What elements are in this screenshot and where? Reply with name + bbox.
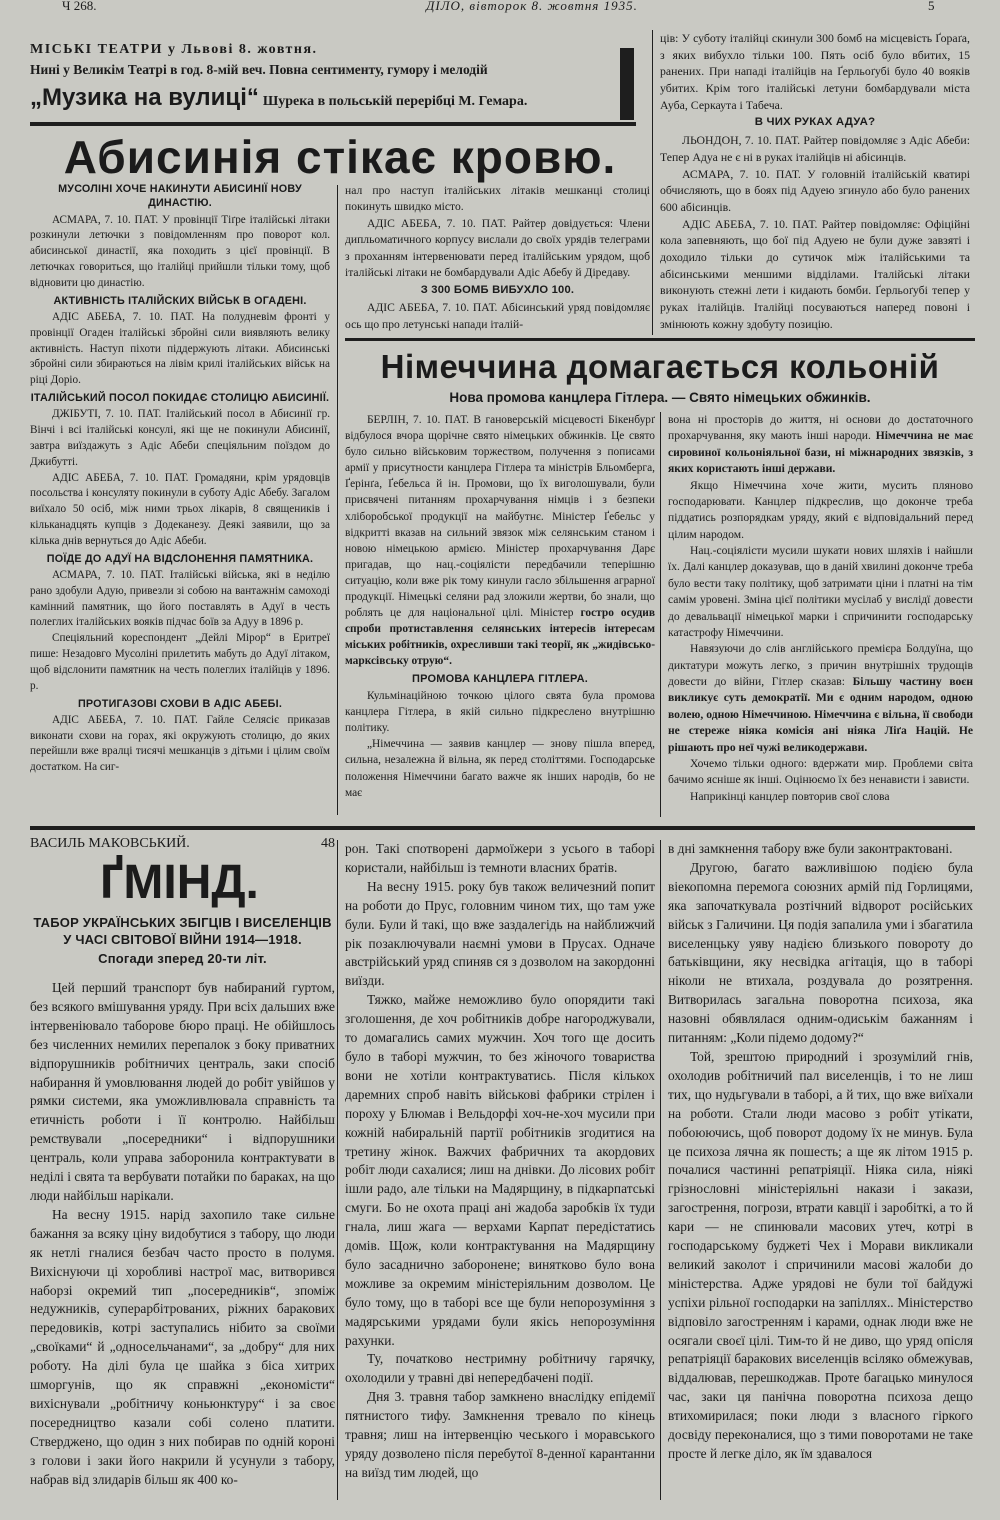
top-right-paragraph: ЛЬОНДОН, 7. 10. ПАТ. Райтер повідомляє з Адіс Абеби: Тепер Адуа не є ні в руках італійців ні абісинців.: [660, 133, 970, 165]
article-paragraph: АСМАРА, 7. 10. ПАТ. Італійські війська, які в неділю рано здобули Адую, привезли зі собою на вантажнім самоході камінний памятник, що його поставлять в Адуї в честь полеглих італійських вояків підчас боїв за Адуу в 1896 р.: [30, 569, 330, 629]
top-right-column: [660, 30, 970, 332]
germany-column-2: [668, 412, 973, 805]
article-paragraph: Тяжко, майже неможливо було опорядити такі зголошення, де хоч робітників добре нагороджували, то домагались самих мужчин. Хоч того ще досить було в таборі мужчин, то без жіночого товариства вони не хотіли контрактуватись. Після кількох даремних спроб навіть військові фабрики стрілен і пороху у Блюмав і Вельдорфі хоч-не-хоч мусили при кожній набиральній партії робітників згодитися на третину жінок. Важчих фабричних та акордових робіт люди сахалися; лиш на днівки. До лісових робіт ішли радо, але тільки на Мадярщину, в підкарпатські смуги. Бо не охота праці ані жадоба заробків їх туди гнала, лиш жага — верхами Карпат передістатись домів. Щож, коли контрактування на Мадярщину було засаднично заборонене; винятково було вона можливе за окремим міністеріяльним дозволом. Це було тому, що в таборі все ще були непорозуміння з мадярськими урядами були якісь непорозуміння рахунки.: [345, 992, 655, 1348]
article-paragraph: Наприкінці канцлер повторив свої слова: [690, 789, 890, 803]
column-divider: [337, 840, 338, 1500]
article-text: Навязуючи до слів англійського премієра Болдуїна, що диктатури можуть легко, з причин внутрішніх трудощів довести до війни, Гітлер сказав:: [668, 642, 973, 688]
article-bold-text: гостро осудив спроби протиставлення селянських інтересів інтересам міських робітників, охресливши такі теорії, як „жидівсько-марксівську отрую“.: [345, 607, 655, 668]
gmind-column-3: [668, 840, 973, 1464]
gmind-subtitle: ТАБОР УКРАЇНСЬКИХ ЗБІГЦІВ І ВИСЕЛЕНЦІВ У ЧАСІ СВІТОВОЇ ВІЙНИ 1914—1918.: [33, 915, 332, 947]
theatre-line: Нині у Великім Театрі в год. 8-мій веч. Повна сентименту, гумору і мелодій: [30, 62, 488, 77]
theatre-heading: МІСЬКІ ТЕАТРИ у Львові 8. жовтня.: [30, 42, 318, 57]
installment-number: 48: [321, 836, 335, 851]
article-paragraph: „Німеччина — заявив канцлер — знову пішла вперед, сильна, незалежна й вільна, як перед століттями. Господарське положення Німеччини багато важче як інших народів, бо не має: [345, 738, 655, 799]
article-paragraph: Хочемо тільки одного: вдержати мир. Проблеми світа бачимо ясніше як інші. Оцінюємо їх без ненависти і зависти.: [668, 756, 973, 787]
article-paragraph: в дні замкнення табору вже були законтрактовані.: [668, 841, 953, 856]
theatre-notice: [30, 42, 630, 112]
page-header: [62, 0, 942, 16]
section-heading: АКТИВНІСТЬ ІТАЛІЙСКИХ ВІЙСЬК В ОГАДЕНІ.: [53, 294, 307, 307]
gmind-column-1: [30, 836, 335, 1489]
top-right-paragraph: АДІС АБЕБА, 7. 10. ПАТ. Райтер повідомляє: Офіційні кола запевняють, що бої під Адуею не були дуже завзяті і доходило тільки до сутичок між італійськими та абісинськими меншими відділами. Італійські літаки виконують стежні лети і кидають бомби. Ґерльоґубі тепер у руках італійців. Італійці посуваються наперед повоні і змінюють кожну здобуту позицію.: [660, 216, 970, 331]
article-paragraph: нал про наступ італійських літаків мешканці столиці покинуть швидко місто.: [345, 184, 650, 214]
article-bold-text: Німеччина не має сировиної кольоніяльної бази, ні міжнародних звязків, з яких користають інші держави.: [668, 429, 973, 476]
play-title: „Музика на вулиці“: [30, 84, 259, 111]
article-paragraph: АДІС АБЕБА, 7. 10. ПАТ. Абісинський уряд повідомляє ось що про летунські напади італій-: [345, 301, 650, 331]
article-paragraph: АДІС АБЕБА, 7. 10. ПАТ. Громадяни, крім урядовців посольства і консуляту покинули в суботу Адіс Абебу. Загалом виїхало 50 осіб, між ними трьох лікарів, 8 священиків і кільканадцять купців з Додеканезу. Деякі заявили, що за кілька днів вернуться до Адіс Абеби.: [30, 471, 330, 547]
article-paragraph: Нац.-соціялісти мусили шукати нових шляхів і найшли їх. Далі канцлер доказував, що в даній хвилині доконче треба було вести таку політику, щоб затримати ціни і платні на тім самім уровені. Зміна цієї політики мусілаб у вислідї довести до девальвації німецької марки і спричинити господарську катастрофу Німеччини.: [668, 544, 973, 639]
article-paragraph: Дня 3. травня табор замкнено внаслідку епідемії пятнистого тифу. Замкнення тревало по кінець травня; лиш на інтервенцію чеського і моравського уряду дозволено після перебутої 8-денної карантанни на виїзд тим людей, що: [345, 1389, 655, 1480]
article-paragraph: Другою, багато важливішою подією була віекопомна перемога союзних армій під Горлицями, яка започаткувала розтічний відворот російських військ з Галичини. Ця подія запалила уми і збагатила виселенцьку уяву надією близького повороту до батьківщини, яку несвідка агітація, що в таборі ніколи не втихала, роздувала до розятрення. Витворилась загальна поворотна психоза, яка назовні обявлялася одним-одиськім бажанням і питанням: „Коли підемо додому?“: [668, 859, 973, 1046]
germany-subtitle: Нова промова канцлера Гітлера. — Свято німецьких обжинків.: [449, 390, 871, 405]
article-paragraph: [668, 412, 973, 478]
germany-column-1: [345, 412, 655, 801]
theatre-box-border: [620, 48, 634, 120]
article-paragraph: [668, 641, 973, 756]
column-divider: [660, 840, 661, 1500]
theatre-rule: [30, 122, 636, 126]
article-paragraph: АДІС АБЕБА, 7. 10. ПАТ. Райтер довідується: Члени дипльоматичного корпусу вислали до своїх урядів телеграми з проханням інтервенювати перед італійським урядом, щоб італійські літаки не бомбардували Адіс Абебу й Діредаву.: [345, 216, 650, 279]
page-number-left: Ч 268.: [62, 0, 97, 13]
article-paragraph: рон. Такі спотворені дармоїжери з усього в таборі користали, найбільш із темноти власних братів.: [345, 841, 655, 875]
article-paragraph: Цей перший транспорт був набираний гуртом, без всякого вмішування уряду. При всіх дальших вже інтервеніювало таборове бюро праці. Не обійшлось без численних немилих перепалок з боку приватних відпорушників робітничих централь, заки спосіб набирання й умовлювання людей до робіт увійшов у рямки системи, яка уможливлювала справність та етичність роботи і її контролю. Найбільш ремствували „посередники“ і відпорушники централь, коли управа заборонила контрактувати в неділі і свята та вербувати потайки по бараках, на що люди найбільш нарікали.: [30, 980, 335, 1203]
section-heading: ІТАЛІЙСЬКИЙ ПОСОЛ ПОКИДАЄ СТОЛИЦЮ АБИСИНІЇ.: [30, 392, 330, 405]
article-paragraph: АДІС АБЕБА, 7. 10. ПАТ. На полудневім фронті у провінції Огаден італійські збройні сили виявляють велику активність. Наступ піхоти піддержують літаки. Абисинські збройні сили збираються на лівім крилі італійських військ на ріці Доріо.: [30, 311, 330, 387]
abyssinia-title: Абисинія стікає кровю.: [63, 131, 617, 183]
gmind-subtitle-2: Спогади зперед 20-ти літ.: [98, 951, 267, 966]
section-heading: З 300 БОМБ ВИБУХЛО 100.: [420, 284, 575, 297]
article-paragraph: Кульмінаційною точкою цілого свята була промова канцлера Гітлера, в якій сильно підкреслено внутрішню політику.: [345, 690, 655, 735]
section-heading: ПОЇДЕ ДО АДУЇ НА ВІДСЛОНЕННЯ ПАМЯТНИКА.: [46, 552, 314, 565]
feuilleton-rule: [30, 826, 975, 830]
issue-date-line: ДІЛО, вівторок 8. жовтня 1935.: [426, 0, 638, 13]
page-number-right: 5: [928, 0, 935, 13]
gmind-title: ҐМІНД.: [100, 856, 259, 909]
article-paragraph: ДЖІБУТІ, 7. 10. ПАТ. Італійський посол в Абисинії гр. Вінчі і всі італійські консулі, які ще не покинули Абисинії, завтра виїздажуть з Адіс Абеби спеціяльним поїздом до Джибутті.: [30, 408, 330, 468]
top-right-paragraph: ців: У суботу італійці скинули 300 бомб на місцевість Ґораґа, з яких вибухло тільки 100. Пять осіб було вбитих, 15 ранених. При нападі італійців на Ґерльоґубі було 40 вояків убитих. Крім того італійські летуни бомбардували міста Ауба, Серкаута і Табеча.: [660, 31, 970, 112]
article-paragraph: На весну 1915. нарід захопило таке сильне бажання за всяку ціну видобутися з табору, що люди як нетлі гналися безбач часто просто в полумя. Вихіснуючи ці хоробливі настрої мас, витворився наборзі окремий тип „посередників“, зпоміж недужників, суперарбітрованих, ріжних баракових передовиків, котрі заступались нібито за своїми „своїками“ й „односельчанами“, за „добру“ для них роботу. На ділі була це шайка з біса хитрих шморгунів, що як справжні „економісти“ вихіснували „робітничу коньюнктуру“ і за своє посередництво казали собі солено платити. Стверджено, що один з них побирав по одній короні з голови і заки його накрили й усунули з табору, набрав від злидарів більш як 400 ко-: [30, 1206, 335, 1487]
article-paragraph: Той, зрештою природний і зрозумілий гнів, охолодив робітничий пал виселенців, і то не лиш тих, що нудьгували в таборі, а й тих, що вже виїхали на роботи. Стали люди масово з робіт утікати, побоюючись, щоб поворот додому їх не минув. Була це психоза лячна як пошесть; а ще як літом 1915 р. почалися частинні репатріяції. Ніяка сила, ніякі грізнословні міністеріяльні накази і закази, загострення, погрози, втрати кавції і заробіткі, а то й кари — не спинювали масових утеч, котрі в господарському буджеті Чех і Морави викликали великий заколот і спричинили масові жалоби до міністерства. Адже урядові не були тої байдужі успіхи рільної господарки на запіллях.. Міністерство відповіло загостренням і карами, однак люди вже не осягали своєї цілі. Тим-то й не диво, що уряд опісля репатріяції баракових виселенців всіляко обмежував, віддалював, перешкоджав. Проте багацько минулося час, заки ця панічна поворотна психоза дещо втихомирилася; поки люди з власного гіркого досвіду переконалися, що з тими поворотами не таке просте й легке діло, як їм здавалося: [668, 1048, 973, 1461]
gmind-column-2: [345, 840, 655, 1483]
abyssinia-column-2: [345, 183, 650, 333]
article-paragraph: АДІС АБЕБА, 7. 10. ПАТ. Гайле Селясіє приказав виконати схови на горах, які окружують столицю, до яких перейшли вже вралці тисячі мешканців з дітьми і цілим своїм достатком. На сиг-: [30, 713, 330, 774]
article-paragraph: На весну 1915. року був також величезний попит на роботи до Прус, головним чином тих, що там уже були. Були й такі, що вже заздалегідь на найближчий рік позаключували наємні умови в Прусах. Одначе австрійський уряд спиняв ся з дозволом на закордонні виїзди.: [345, 878, 655, 989]
author-byline: ВАСИЛЬ МАКОВСЬКИЙ.: [30, 836, 190, 851]
abyssinia-column-1: [30, 180, 330, 776]
play-description: Шурека в польській перерібці М. Гемара.: [262, 94, 528, 109]
article-paragraph: Ту, початково нестримну робітничу гарячку, охолодили у травні дві непередбачені події.: [345, 1351, 655, 1386]
article-bold-text: Більшу частину воєн викликує суть демократії. Ми є одним народом, одною волею, одною Німеччиною. Німеччина є вільна, її свободи не стереже ніяка комісія ані ніяка Ліґа Націй. Не рішають про неї чужі великодержави.: [668, 675, 973, 754]
article-paragraph: [345, 412, 655, 670]
column-divider: [652, 30, 653, 335]
article-paragraph: Якщо Німеччина хоче жити, мусить пляново господарювати. Канцлер підкреслив, що доконче треба піддатись розпорядкам уряду, який є відповідальний перед цілим народом.: [668, 478, 973, 541]
article-paragraph: АСМАРА, 7. 10. ПАТ. У провінції Тіґре італійські літаки розкинули летючки з повідомленням про поворот кол. абисинської династії, яка походить з цієї провінції. В летючках говориться, що італійці прийшли тільки тому, щоб відновити цю династію.: [30, 213, 330, 289]
article-text: вона ні просторів до життя, ні основи до достаточного прохарчування, яку мають інші народи.: [668, 413, 973, 443]
germany-title: Німеччина домагається кольоній: [380, 348, 940, 385]
column-divider: [660, 412, 661, 817]
section-heading: ПРОТИГАЗОВІ СХОВИ В АДІС АБЕБІ.: [77, 697, 283, 710]
section-rule: [345, 338, 975, 341]
article-paragraph: Спеціяльний кореспондент „Дейлі Мірор“ в Еритреї пише: Незадовго Мусоліні прилетить мабуть до Адуї літаком, щоб відслонити памятник на честь полеглих італійців у 1896. р.: [30, 632, 330, 692]
column-divider: [337, 185, 338, 815]
top-right-heading: В ЧИХ РУКАХ АДУА?: [754, 116, 876, 129]
article-text: БЕРЛІН, 7. 10. ПАТ. В гановерській місцевості Бікенбурґ відбулося вчора щорічне свято німецьких обжинків. Це свято було сильно військовим торжеством, получення з пописами армії у присутности канцлера Гітлера та міністрів Бльомберга, Ґерінґа, Ґебельса й ін. Промови, що їх виголошували, були присвячені питанням прохарчування німців і з безпеки хліборобської продукції на майбутнє. Міністер Ґебельс у відкритті вказав на сильний звязок між селянським станом і новою німецькою армією. Міністер прохарчування Дарє пригадав, що нац.-соціялісти передбачили теперішню ситуацію, коли вже рік тому кинули гасло збільшення аграрної продукції. Німецькі селяни рад зложили жертви, бо знали, що роблять це для національної цілі. Міністер: [345, 414, 655, 620]
top-right-paragraph: АСМАРА, 7. 10. ПАТ. У головній італійській кватирі обчисляють, що в боях під Адуею згинуло або було ранених 600 абісинців.: [660, 166, 970, 215]
section-heading: ПРОМОВА КАНЦЛЕРА ГІТЛЕРА.: [412, 672, 588, 685]
section-heading: МУСОЛІНІ ХОЧЕ НАКИНУТИ АБИСИНІЇ НОВУ ДИНАСТІЮ.: [58, 183, 302, 210]
